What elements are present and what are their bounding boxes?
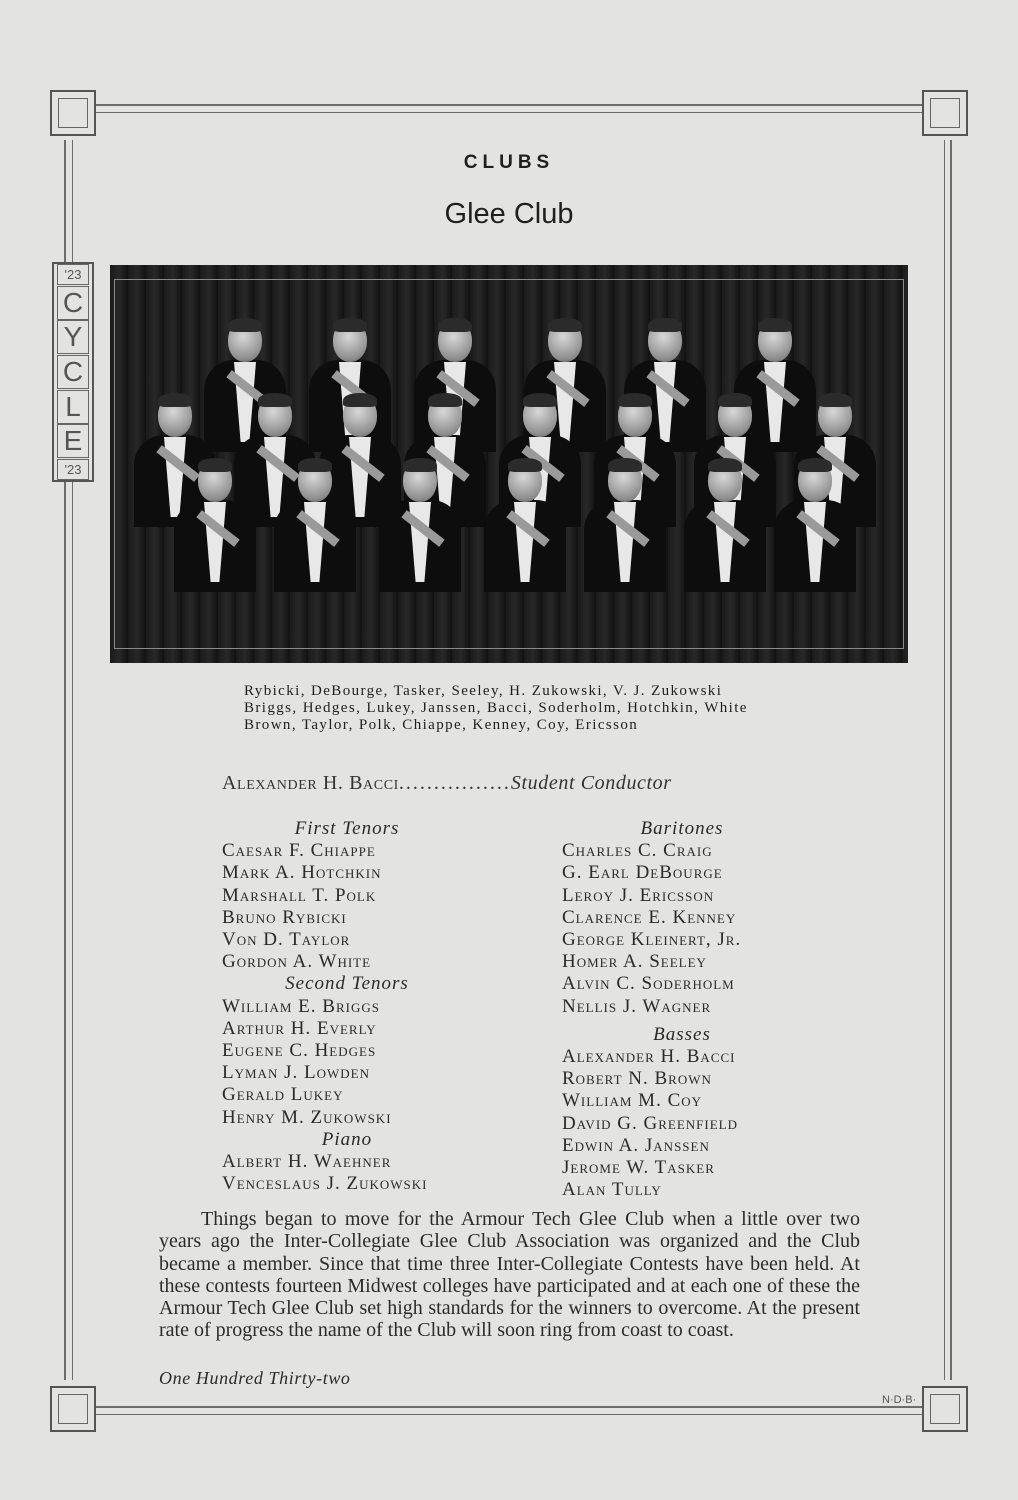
side-panel-letter: Y xyxy=(57,320,89,354)
bottom-border-rule xyxy=(96,1406,922,1408)
roster-name: David G. Greenfield xyxy=(562,1112,739,1134)
roster-name: Alan Tully xyxy=(562,1179,662,1201)
roster-name: Venceslaus J. Zukowski xyxy=(222,1173,428,1195)
roster-name: Mark A. Hotchkin xyxy=(222,862,382,884)
conductor-name: Alexander H. Bacci xyxy=(222,772,399,794)
page-title: Glee Club xyxy=(444,198,574,230)
roster-name: Edwin A. Janssen xyxy=(562,1134,710,1156)
roster-name: Lyman J. Lowden xyxy=(222,1062,370,1084)
caption-row-1: Rybicki, DeBourge, Tasker, Seeley, H. Zukowski, V. J. Zukowski xyxy=(244,683,723,699)
corner-ornament-bottom-left xyxy=(50,1386,96,1432)
first-tenors-heading: First Tenors xyxy=(294,818,400,839)
corner-ornament-top-left xyxy=(50,90,96,136)
roster-name: Marshall T. Polk xyxy=(222,884,377,906)
second-tenors-heading: Second Tenors xyxy=(285,973,409,995)
roster-right-column xyxy=(562,818,802,1201)
roster-name: Bruno Rybicki xyxy=(222,906,347,928)
roster-name: Charles C. Craig xyxy=(562,840,713,862)
roster-name: Henry M. Zukowski xyxy=(222,1106,392,1128)
conductor-role: Student Conductor xyxy=(510,772,672,794)
roster-name: Caesar F. Chiappe xyxy=(222,840,376,862)
cycle-side-panel xyxy=(52,262,94,482)
roster-name: William M. Coy xyxy=(562,1090,703,1112)
photo-frame-line xyxy=(114,279,904,649)
caption-row-3: Brown, Taylor, Polk, Chiappe, Kenney, Coy, Ericsson xyxy=(244,717,639,733)
club-history-paragraph: Things began to move for the Armour Tech Glee Club when a little over two years ago the Inter-Collegiate Glee Club Association was organized and the Club became a member. Since that time three Inter-Collegiate Contests have been held. At these contests fourteen Midwest colleges have participated and at each one of these the Armour Tech Glee Club set high standards for the winners to overcome. At the present rate of progress the name of the Club will soon ring from coast to coast. xyxy=(159,1208,860,1342)
roster-name: Jerome W. Tasker xyxy=(562,1157,715,1179)
page-number: One Hundred Thirty-two xyxy=(159,1368,351,1388)
side-panel-letter: E xyxy=(57,424,89,458)
conductor-leader-dots: ................ xyxy=(398,772,511,794)
baritones-heading: Baritones xyxy=(640,818,724,839)
student-conductor-line xyxy=(222,772,672,795)
basses-heading: Basses xyxy=(653,1023,711,1045)
roster-name: George Kleinert, Jr. xyxy=(562,929,742,951)
roster-name: Alexander H. Bacci xyxy=(562,1046,736,1068)
roster-name: William E. Briggs xyxy=(222,995,380,1017)
group-photograph xyxy=(110,265,908,663)
right-border-rule-inner xyxy=(944,140,945,1380)
roster-name: Gerald Lukey xyxy=(222,1084,344,1106)
roster-left-column xyxy=(222,818,472,1195)
corner-ornament-top-right xyxy=(922,90,968,136)
side-panel-letter: C xyxy=(57,286,89,320)
roster-name: Homer A. Seeley xyxy=(562,951,707,973)
section-heading: CLUBS xyxy=(463,152,555,173)
side-panel-letter: L xyxy=(57,390,89,424)
roster-name: Arthur H. Everly xyxy=(222,1017,377,1039)
piano-heading: Piano xyxy=(321,1128,373,1150)
side-panel-year-top: '23 xyxy=(57,264,89,285)
photo-caption xyxy=(244,683,748,734)
artist-signature: N·D·B· xyxy=(882,1394,917,1406)
caption-row-2: Briggs, Hedges, Lukey, Janssen, Bacci, Soderholm, Hotchkin, White xyxy=(244,700,748,716)
roster-name: G. Earl DeBourge xyxy=(562,862,723,884)
side-panel-letter: C xyxy=(57,355,89,389)
roster-name: Albert H. Waehner xyxy=(222,1151,392,1173)
corner-ornament-bottom-right xyxy=(922,1386,968,1432)
roster-name: Von D. Taylor xyxy=(222,929,351,951)
right-border-rule xyxy=(950,140,952,1380)
roster-name: Clarence E. Kenney xyxy=(562,906,737,928)
roster-name: Leroy J. Ericsson xyxy=(562,884,715,906)
roster-name: Robert N. Brown xyxy=(562,1068,712,1090)
bottom-border-rule-inner xyxy=(96,1414,922,1415)
roster-name: Eugene C. Hedges xyxy=(222,1040,377,1062)
roster-name: Alvin C. Soderholm xyxy=(562,973,735,995)
top-border-rule-inner xyxy=(96,112,922,113)
top-border-rule xyxy=(96,104,922,106)
roster-name: Gordon A. White xyxy=(222,951,372,973)
roster-name: Nellis J. Wagner xyxy=(562,995,712,1017)
side-panel-year-bottom: '23 xyxy=(57,459,89,480)
